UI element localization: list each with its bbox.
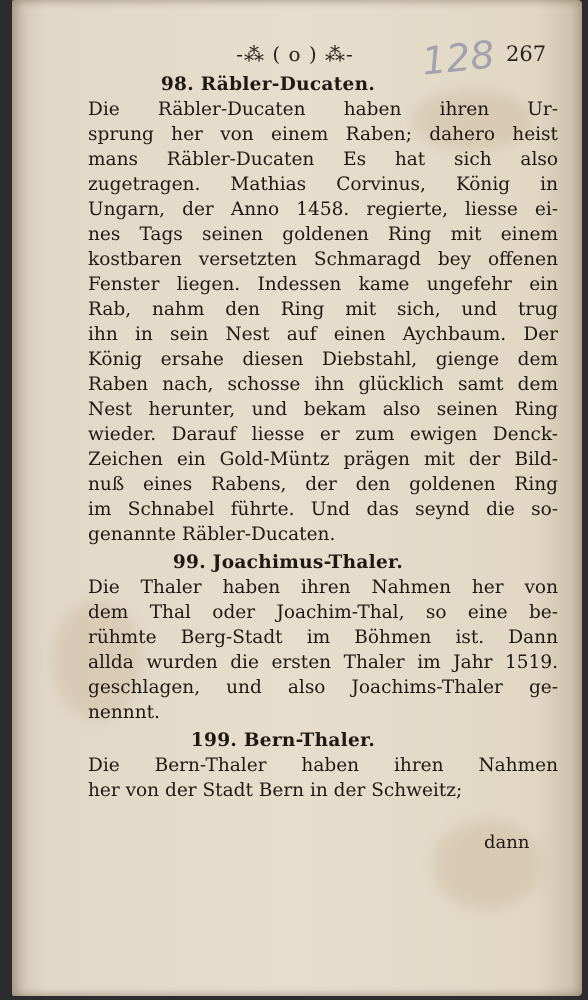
text-line: rühmte Berg-Stadt im Böhmen ist. Dann xyxy=(88,627,558,648)
page-number: 267 xyxy=(506,42,547,66)
pencil-annotation: 128 xyxy=(419,32,497,84)
section-heading: 99. Joachimus-Thaler. xyxy=(172,552,404,573)
text-line: König ersahe diesen Diebstahl, gienge dem xyxy=(88,349,558,370)
text-line: Nest herunter, und bekam also seinen Ring xyxy=(88,399,558,420)
section-heading: 98. Räbler-Ducaten. xyxy=(160,74,376,95)
text-line: Die Räbler-Ducaten haben ihren Ur- xyxy=(88,99,558,120)
page-body xyxy=(88,73,558,803)
running-header xyxy=(12,32,582,84)
text-line: ihn in sein Nest auf einen Aychbaum. Der xyxy=(88,324,558,345)
section-heading: 199. Bern-Thaler. xyxy=(190,730,376,751)
text-line: kostbaren versetzten Schmaragd bey offenen xyxy=(88,249,558,270)
text-line: zugetragen. Mathias Corvinus, König in xyxy=(88,174,558,195)
text-line: nennnt. xyxy=(88,702,160,723)
page-sheet xyxy=(12,0,582,996)
section-paragraph xyxy=(88,753,558,803)
text-line: im Schnabel führte. Und das seynd die so- xyxy=(88,499,558,520)
text-line: Fenster liegen. Indessen kame ungefehr ein xyxy=(88,274,558,295)
text-line: allda wurden die ersten Thaler im Jahr 1519. xyxy=(88,652,558,673)
section-paragraph xyxy=(88,575,558,725)
text-line: Ungarn, der Anno 1458. regierte, liesse ei- xyxy=(88,199,558,220)
text-line: Raben nach, schosse ihn glücklich samt dem xyxy=(88,374,558,395)
text-line: mans Räbler-Ducaten Es hat sich also xyxy=(88,149,558,170)
text-line: Die Thaler haben ihren Nahmen her von xyxy=(88,577,558,598)
text-line: sprung her von einem Raben; dahero heist xyxy=(88,124,558,145)
text-line: dem Thal oder Joachim-Thal, so eine be- xyxy=(88,602,558,623)
text-line: her von der Stadt Bern in der Schweitz; xyxy=(88,780,463,801)
header-ornament: -⁂ ( o ) ⁂- xyxy=(236,42,354,66)
catchword: dann xyxy=(484,832,530,853)
text-line: genannte Räbler-Ducaten. xyxy=(88,524,336,545)
text-line: nes Tags seinen goldenen Ring mit einem xyxy=(88,224,558,245)
text-line: Zeichen ein Gold-Müntz prägen mit der Bild- xyxy=(88,449,558,470)
text-line: geschlagen, und also Joachims-Thaler ge- xyxy=(88,677,558,698)
text-line: Rab, nahm den Ring mit sich, und trug xyxy=(88,299,558,320)
text-line: nuß eines Rabens, der den goldenen Ring xyxy=(88,474,558,495)
text-line: Die Bern-Thaler haben ihren Nahmen xyxy=(88,755,558,776)
section-paragraph xyxy=(88,97,558,547)
text-line: wieder. Darauf liesse er zum ewigen Denck- xyxy=(88,424,558,445)
